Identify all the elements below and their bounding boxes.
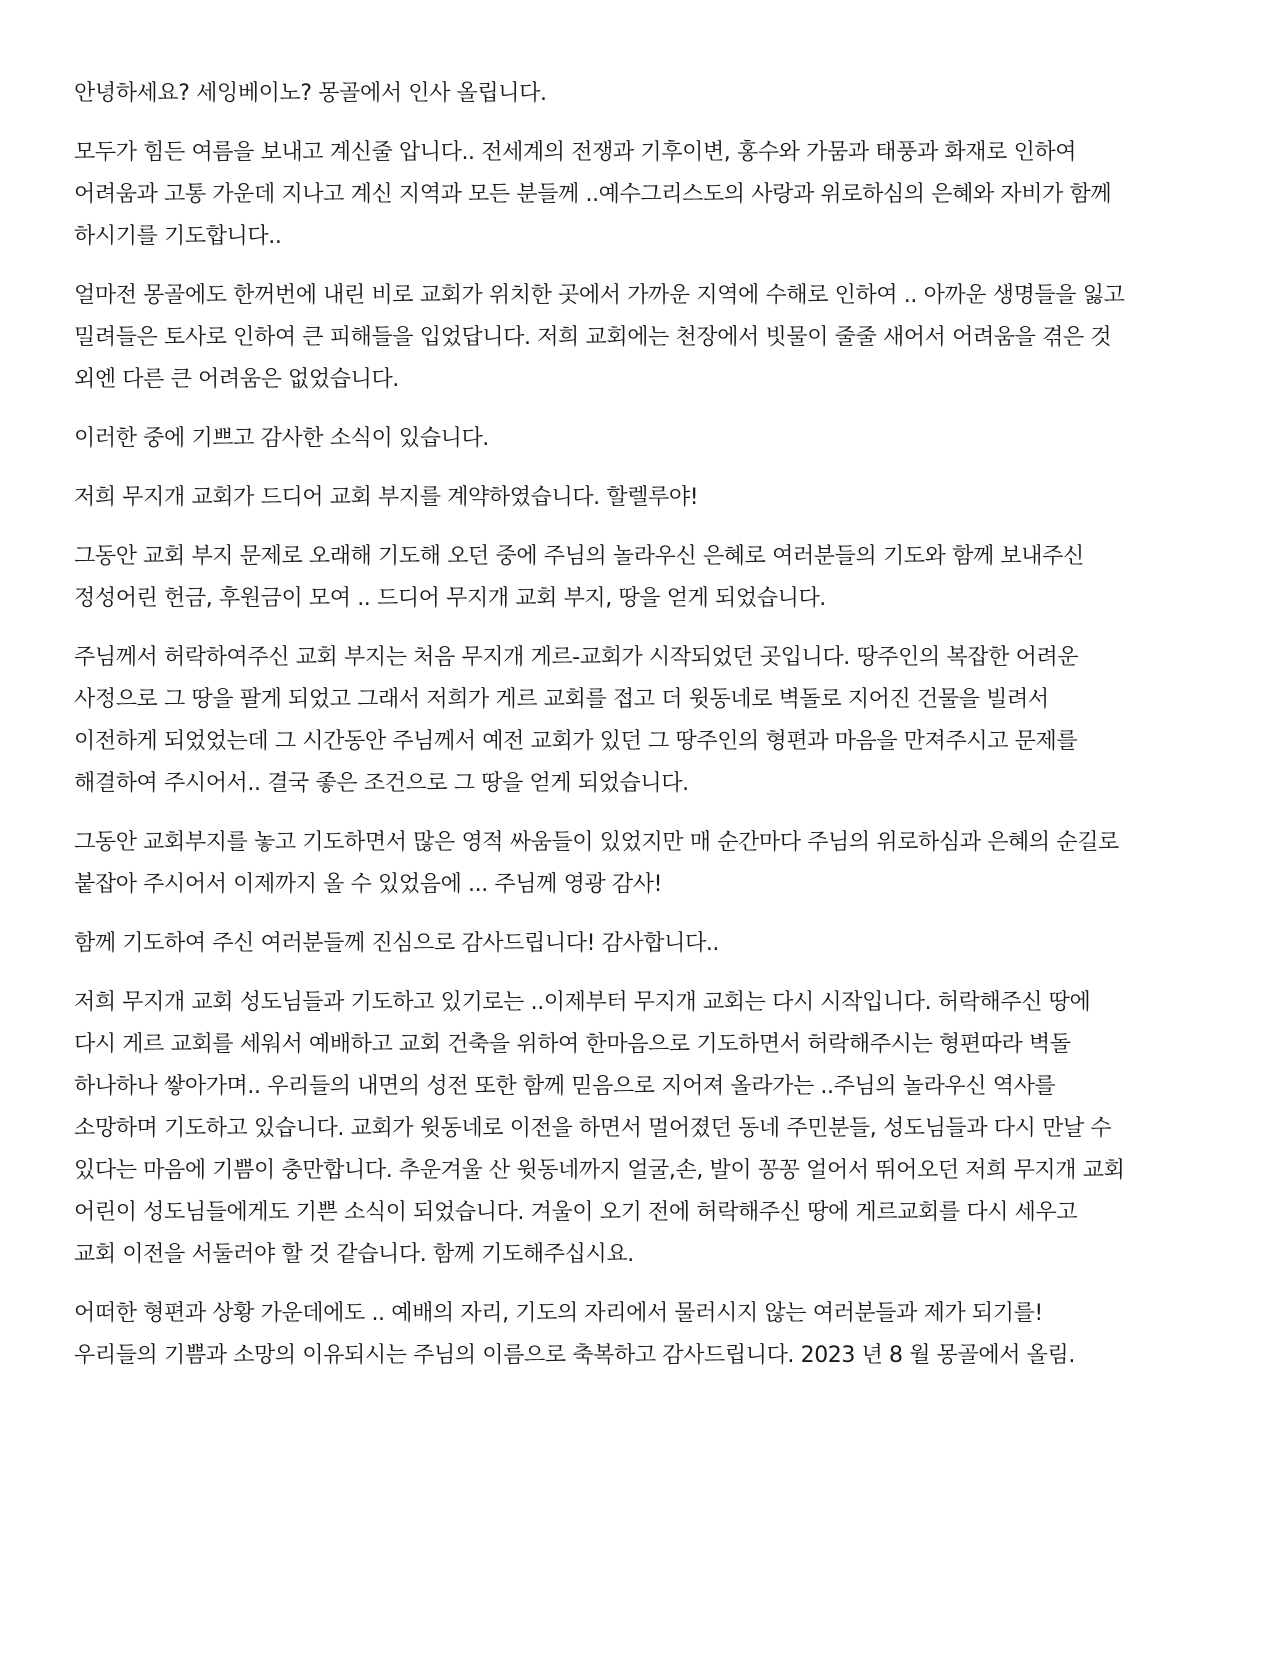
text-line: 어려움과 고통 가운데 지나고 계신 지역과 모든 분들께 ..예수그리스도의 사랑과 위로하심의 은혜와 자비가 함께	[74, 182, 1112, 207]
text-line: 모두가 힘든 여름을 보내고 계신줄 압니다.. 전세계의 전쟁과 기후이변, 홍수와 가뭄과 태풍과 화재로 인하여	[74, 140, 1077, 165]
letter-body	[74, 73, 1214, 1394]
paragraph	[74, 477, 1214, 519]
text-line: 붙잡아 주시어서 이제까지 올 수 있었음에 ... 주님께 영광 감사!	[74, 872, 662, 897]
text-line: 사정으로 그 땅을 팔게 되었고 그래서 저희가 게르 교회를 접고 더 윗동네로 벽돌로 지어진 건물을 빌려서	[74, 687, 1049, 712]
paragraph	[74, 275, 1214, 401]
text-line: 함께 기도하여 주신 여러분들께 진심으로 감사드립니다! 감사합니다..	[74, 931, 720, 956]
text-line: 얼마전 몽골에도 한꺼번에 내린 비로 교회가 위치한 곳에서 가까운 지역에 수해로 인하여 .. 아까운 생명들을 잃고	[74, 283, 1125, 308]
paragraph	[74, 536, 1214, 620]
text-line: 외엔 다른 큰 어려움은 없었습니다.	[74, 367, 399, 392]
text-line: 소망하며 기도하고 있습니다. 교회가 윗동네로 이전을 하면서 멀어졌던 동네 주민분들, 성도님들과 다시 만날 수	[74, 1116, 1112, 1141]
text-line: 어떠한 형편과 상황 가운데에도 .. 예배의 자리, 기도의 자리에서 물러시지 않는 여러분들과 제가 되기를!	[74, 1301, 1043, 1326]
paragraph	[74, 1293, 1214, 1377]
text-line: 하시기를 기도합니다..	[74, 224, 282, 249]
paragraph	[74, 923, 1214, 965]
paragraph	[74, 822, 1214, 906]
paragraph	[74, 132, 1214, 258]
text-line: 이전하게 되었었는데 그 시간동안 주님께서 예전 교회가 있던 그 땅주인의 형편과 마음을 만져주시고 문제를	[74, 729, 1078, 754]
text-line: 하나하나 쌓아가며.. 우리들의 내면의 성전 또한 함께 믿음으로 지어져 올라가는 ..주님의 놀라우신 역사를	[74, 1074, 1056, 1099]
text-line: 주님께서 허락하여주신 교회 부지는 처음 무지개 게르-교회가 시작되었던 곳입니다. 땅주인의 복잡한 어려운	[74, 645, 1079, 670]
text-line: 정성어린 헌금, 후원금이 모여 .. 드디어 무지개 교회 부지, 땅을 얻게 되었습니다.	[74, 586, 826, 611]
text-line: 그동안 교회 부지 문제로 오래해 기도해 오던 중에 주님의 놀라우신 은혜로 여러분들의 기도와 함께 보내주신	[74, 544, 1084, 569]
paragraph	[74, 637, 1214, 805]
text-line: 저희 무지개 교회가 드디어 교회 부지를 계약하였습니다. 할렐루야!	[74, 485, 699, 510]
text-line: 어린이 성도님들에게도 기쁜 소식이 되었습니다. 겨울이 오기 전에 허락해주신 땅에 게르교회를 다시 세우고	[74, 1200, 1078, 1225]
text-line: 밀려들은 토사로 인하여 큰 피해들을 입었답니다. 저희 교회에는 천장에서 빗물이 줄줄 새어서 어려움을 겪은 것	[74, 325, 1112, 350]
text-line: 우리들의 기쁨과 소망의 이유되시는 주님의 이름으로 축복하고 감사드립니다. 2023 년 8 월 몽골에서 올림.	[74, 1343, 1075, 1368]
text-line: 다시 게르 교회를 세워서 예배하고 교회 건축을 위하여 한마음으로 기도하면서 허락해주시는 형편따라 벽돌	[74, 1032, 1071, 1057]
text-line: 이러한 중에 기쁘고 감사한 소식이 있습니다.	[74, 426, 489, 451]
paragraph	[74, 73, 1214, 115]
paragraph	[74, 418, 1214, 460]
text-line: 저희 무지개 교회 성도님들과 기도하고 있기로는 ..이제부터 무지개 교회는 다시 시작입니다. 허락해주신 땅에	[74, 990, 1091, 1015]
text-line: 있다는 마음에 기쁨이 충만합니다. 추운겨울 산 윗동네까지 얼굴,손, 발이 꽁꽁 얼어서 뛰어오던 저희 무지개 교회	[74, 1158, 1125, 1183]
paragraph	[74, 982, 1214, 1276]
text-line: 교회 이전을 서둘러야 할 것 같습니다. 함께 기도해주십시요.	[74, 1242, 634, 1267]
text-line: 안녕하세요? 세잉베이노? 몽골에서 인사 올립니다.	[74, 81, 547, 106]
text-line: 그동안 교회부지를 놓고 기도하면서 많은 영적 싸움들이 있었지만 매 순간마다 주님의 위로하심과 은혜의 순길로	[74, 830, 1119, 855]
text-line: 해결하여 주시어서.. 결국 좋은 조건으로 그 땅을 얻게 되었습니다.	[74, 771, 689, 796]
